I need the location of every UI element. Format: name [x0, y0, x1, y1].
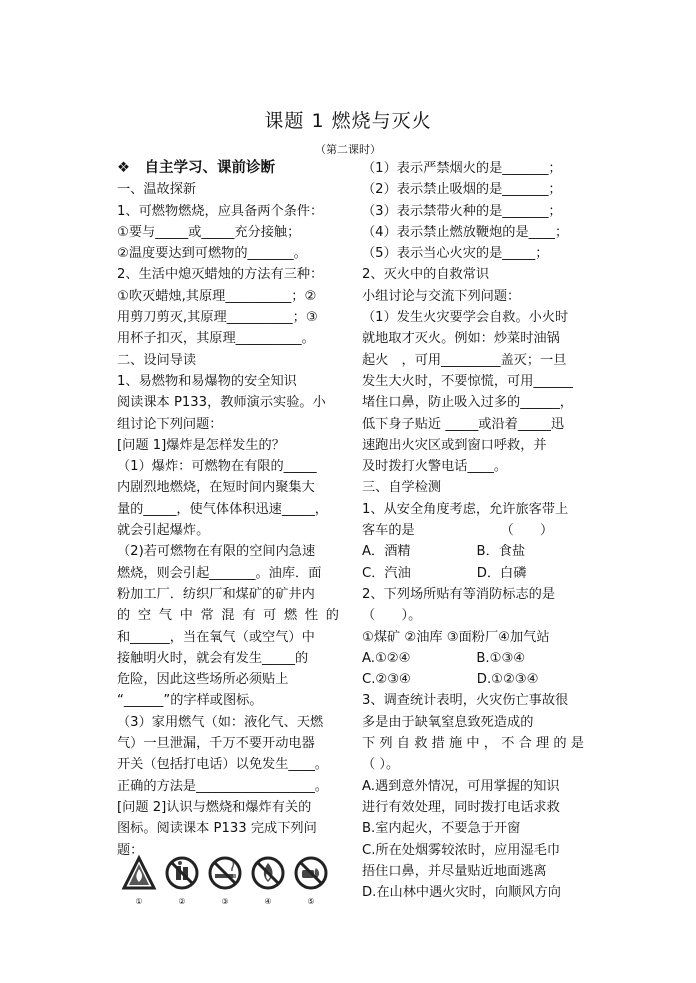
no-fire-carrying-icon — [293, 855, 329, 907]
right-text-line: 三、自学检测 — [362, 480, 442, 496]
left-text-line: 开关（包括打电话）以免发生____。 — [117, 757, 328, 773]
right-text-line: C．汽油 D．白磷 — [362, 565, 527, 581]
safety-signs-row — [117, 855, 339, 907]
sign-number: ① — [135, 897, 143, 906]
right-column — [362, 158, 584, 903]
left-text-line: 接触明火时，就会有发生_____的 — [117, 650, 309, 666]
left-text-line: “______”的字样或图标。 — [117, 693, 263, 709]
left-text-line: （1）爆炸：可燃物在有限的_____ — [117, 459, 317, 475]
left-text-line: [问题 1]爆炸是怎样发生的？ — [117, 437, 285, 453]
no-firecrackers-icon — [164, 855, 200, 907]
left-text-line: 组讨论下列问题： — [117, 416, 223, 432]
left-text-line: 粉加工厂．纺织厂和煤矿的矿井内 — [117, 586, 315, 602]
right-text-line: C.②③④ D.①②③④ — [362, 672, 539, 688]
left-text-line: 图标。阅读课本 P133 完成下列问 — [117, 821, 317, 837]
left-column — [117, 158, 339, 861]
right-text-line: 低下身子贴近 _____或沿着_____迅 — [362, 416, 565, 432]
right-text-line: 多是由于缺氧窒息致死造成的 — [362, 714, 534, 730]
right-text-line: A.遇到意外情况，可用掌握的知识 — [362, 778, 560, 794]
fire-warning-triangle-icon — [121, 855, 157, 907]
left-text-line: [问题 2]认识与燃烧和爆炸有关的 — [117, 799, 312, 815]
right-text-line: （5）表示当心火灾的是_____； — [362, 246, 549, 262]
right-text-line: ①煤矿 ②油库 ③面粉厂④加气站 — [362, 629, 550, 645]
left-text-line: 二、设问导读 — [117, 352, 197, 368]
left-text-line: ①要与_____或_____充分接触； — [117, 224, 301, 240]
right-text-line: D.在山林中遇火灾时，向顺风方向 — [362, 885, 561, 901]
no-smoking-icon — [207, 855, 243, 907]
right-text-line: C.所在处烟雾较浓时，应用湿毛巾 — [362, 842, 561, 858]
sign-number: ③ — [221, 897, 229, 906]
right-text-line: 小组讨论与交流下列问题： — [362, 288, 521, 304]
right-text-line: （3）表示禁带火种的是_______； — [362, 203, 562, 219]
left-text-line: 用剪刀剪灭,其原理__________；③ — [117, 310, 318, 326]
right-text-line: 发生大火时，不要惊慌，可用______ — [362, 373, 573, 389]
sign-number: ② — [178, 897, 186, 906]
page-title: 课题 1 燃烧与灭火 — [264, 110, 432, 132]
right-text-line: （4）表示禁止燃放鞭炮的是____； — [362, 224, 569, 240]
left-text-line: （3）家用燃气（如：液化气、天燃 — [117, 714, 324, 730]
left-text-line: （2)若可燃物在有限的空间内急速 — [117, 544, 316, 560]
right-text-line: A.①②④ B.①③④ — [362, 650, 526, 666]
left-text-line: 题： — [117, 842, 144, 858]
right-text-line: 捂住口鼻，并尽量贴近地面逃离 — [362, 863, 547, 879]
left-text-line: 危险，因此这些场所必须贴上 — [117, 672, 289, 688]
right-text-line: 堵住口鼻，防止吸入过多的______， — [362, 395, 573, 411]
sign-number: ④ — [264, 897, 272, 906]
right-text-line: B.室内起火，不要急于开窗 — [362, 821, 521, 837]
right-text-line: 下 列 自 救 措 施 中 ， 不 合 理 的 是 — [362, 736, 584, 752]
right-text-line: （1）表示严禁烟火的是_______； — [362, 161, 562, 176]
left-text-line: 2、生活中熄灭蜡烛的方法有三种： — [117, 267, 324, 283]
right-text-line: 3、调查统计表明，火灾伤亡事故很 — [362, 693, 569, 709]
right-text-line: 进行有效处理，同时拨打电话求救 — [362, 799, 560, 815]
right-text-line: 2、灭火中的自救常识 — [362, 267, 490, 283]
left-text-line: 内剧烈地燃烧，在短时间内聚集大 — [117, 480, 315, 496]
right-text-line: （ ）。 — [362, 608, 422, 624]
right-text-line: 1、从安全角度考虑，允许旅客带上 — [362, 501, 569, 517]
left-text-line: ①吹灭蜡烛,其原理__________；② — [117, 288, 317, 304]
page-subtitle: （第二课时） — [315, 143, 381, 156]
left-text-line: 用杯子扣灭，其原理__________。 — [117, 331, 315, 347]
left-text-line: 阅读课本 P133，教师演示实验。小 — [117, 395, 326, 411]
right-text-line: （2）表示禁止吸烟的是_______； — [362, 182, 562, 198]
left-text-line: ②温度要达到可燃物的_______。 — [117, 246, 307, 262]
left-text-line: 燃烧，则会引起_______。油库．面 — [117, 565, 322, 581]
right-text-line: A．酒精 B．食盐 — [362, 544, 526, 560]
right-text-line: 2、下列场所贴有等消防标志的是 — [362, 586, 556, 602]
left-text-line: 就会引起爆炸。 — [117, 523, 210, 539]
right-text-line: 速跑出火灾区或到窗口呼救，并 — [362, 437, 547, 453]
left-text-line: 正确的方法是__________________。 — [117, 778, 328, 794]
right-text-line: 及时拨打火警电话____。 — [362, 459, 508, 475]
left-text-line: 的 空 气 中 常 混 有 可 燃 性 的 — [117, 608, 339, 624]
left-text-line: 一、温故探新 — [117, 182, 197, 198]
right-text-line: 起火 ，可用_________盖灭；一旦 — [362, 352, 567, 368]
no-open-flame-icon — [250, 855, 286, 907]
left-text-line: ❖ 自主学习、课前诊断 — [117, 160, 275, 176]
left-text-line: 和______，当在氧气（或空气）中 — [117, 629, 315, 645]
left-text-line: 气）一旦泄漏，千万不要开动电器 — [117, 736, 315, 752]
right-text-line: （1）发生火灾要学会自救。小火时 — [362, 310, 569, 326]
left-text-line: 1、易燃物和易爆物的安全知识 — [117, 373, 297, 389]
right-text-line: 就地取才灭火。例如：炒菜时油锅 — [362, 331, 560, 347]
right-text-line: 客车的是 （ ） — [362, 523, 554, 539]
left-text-line: 量的_____，使气体体积迅速_____， — [117, 501, 328, 517]
right-text-line: （ ）。 — [362, 757, 400, 773]
sign-number: ⑤ — [307, 897, 315, 906]
left-text-line: 1、可燃物燃烧，应具备两个条件： — [117, 203, 324, 219]
